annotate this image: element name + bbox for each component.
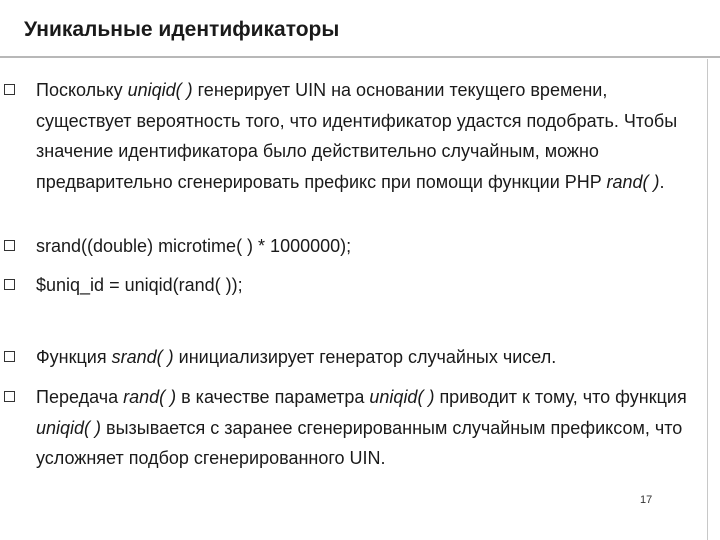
bullet-item-srand-init	[4, 342, 699, 373]
title-divider	[0, 56, 720, 58]
square-bullet-icon	[4, 84, 15, 95]
square-bullet-icon	[4, 279, 15, 290]
bullet-item-srand-code	[4, 231, 699, 262]
square-bullet-icon	[4, 240, 15, 251]
square-bullet-icon	[4, 391, 15, 402]
bullet-item-uniqid-time	[4, 75, 699, 197]
bullet-text: Функция srand( ) инициализирует генератор случайных чисел.	[36, 347, 557, 367]
bullet-text: Поскольку uniqid( ) генерирует UIN на основании текущего времени, существует вероятность того, что идентификатор удастся подобрать. Чтобы значение идентификатора было действительно случайным, можно предварительно сгенерировать префикс при помощи функции PHP rand( ).	[36, 80, 678, 192]
page-number: 17	[640, 494, 653, 506]
right-border-line	[707, 59, 708, 540]
bullet-text: Передача rand( ) в качестве параметра uniqid( ) приводит к тому, что функция uniqid( ) вызывается с заранее сгенерированным случайным префиксом, что усложняет подбор сгенерированного UIN.	[36, 387, 687, 468]
slide-title: Уникальные идентификаторы	[24, 18, 340, 41]
square-bullet-icon	[4, 351, 15, 362]
bullet-text: srand((double) microtime( ) * 1000000);	[36, 236, 352, 256]
bullet-item-rand-parameter	[4, 382, 699, 474]
bullet-item-uniqid-code	[4, 270, 699, 301]
bullet-text: $uniq_id = uniqid(rand( ));	[36, 275, 243, 295]
